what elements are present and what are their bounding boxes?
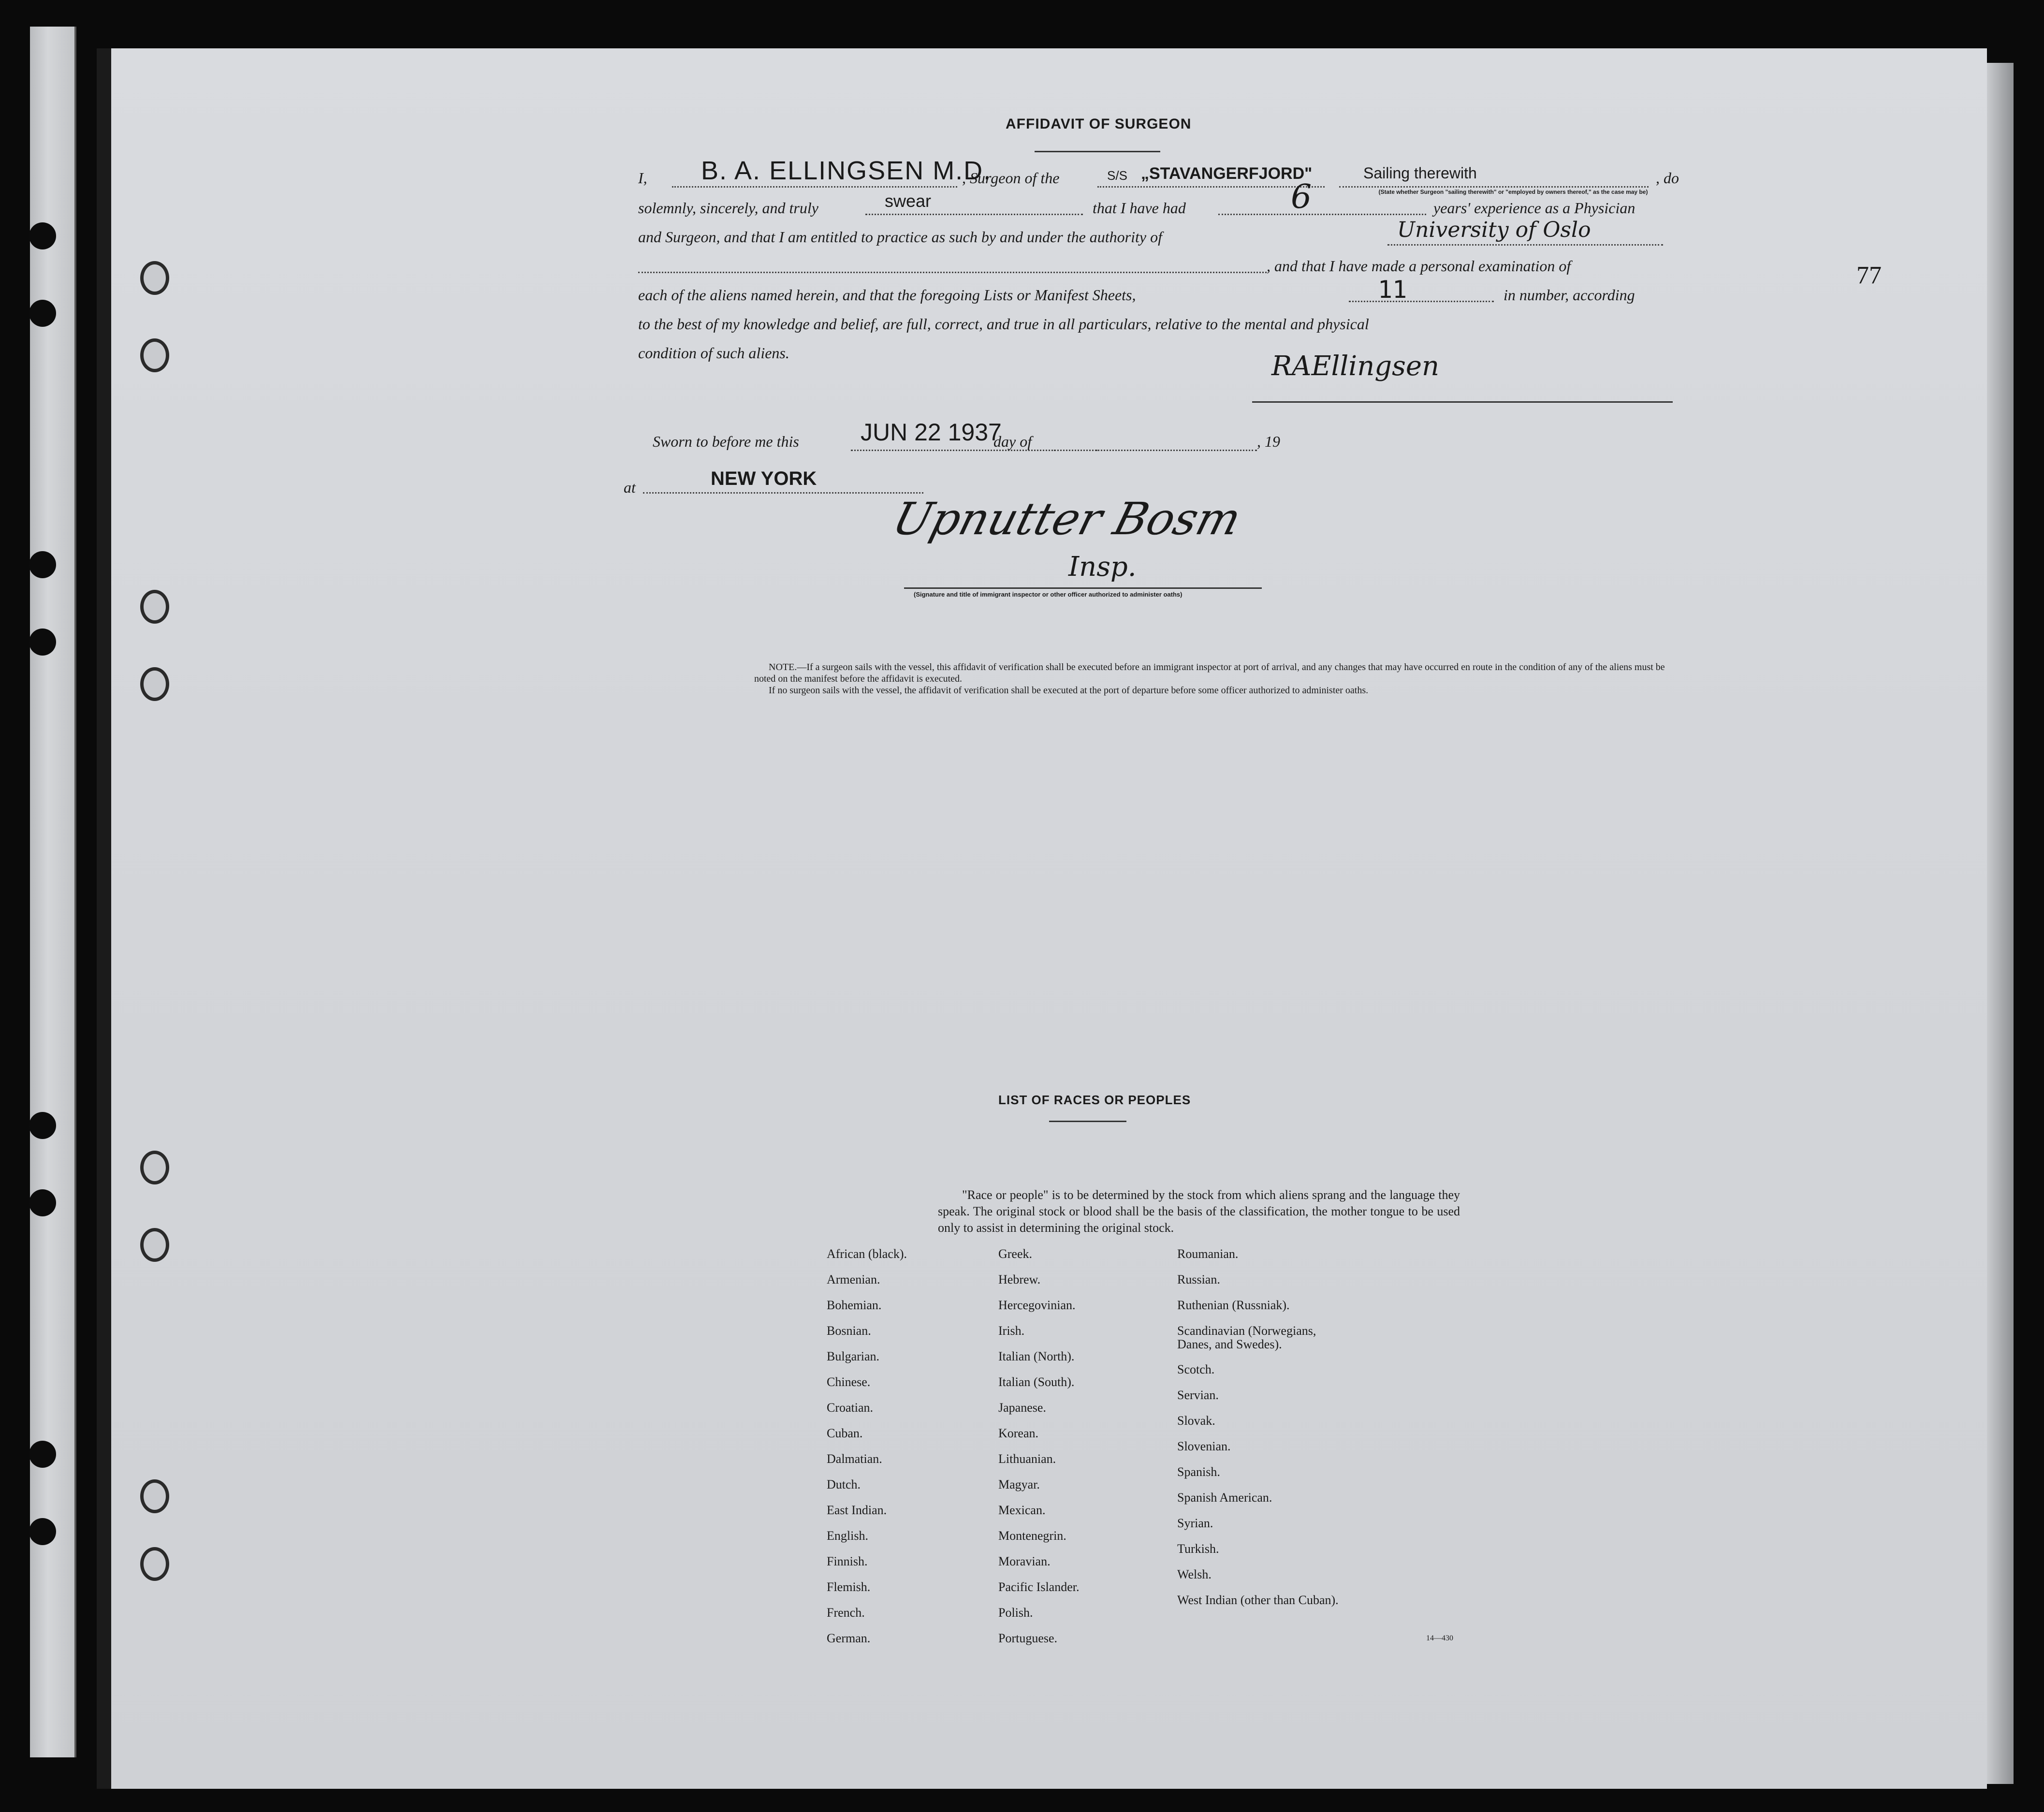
text-year-prefix: , 19 [1257,433,1280,450]
text-solemnly: solemnly, sincerely, and truly [638,199,818,217]
form-number: 14—430 [1426,1634,1453,1642]
punch-hole [29,300,56,327]
text-i: I, [638,169,647,187]
text-that-i-have-had: that I have had [1093,199,1186,217]
inspector-signature: Upnutter Bosm [887,493,1247,545]
text-manifest-sheets: each of the aliens named herein, and that the foregoing Lists or Manifest Sheets, [638,286,1136,304]
ship-name: „STAVANGERFJORD" [1141,164,1313,183]
race-item: Lithuanian. [998,1452,1056,1466]
race-item: Welsh. [1177,1567,1212,1581]
binder-ring [140,590,169,624]
races-column-2 [998,1247,1172,1657]
race-item: Spanish American. [1177,1491,1272,1505]
race-item: Turkish. [1177,1542,1219,1556]
sailing-status-line [1339,186,1649,188]
binder-ring [140,1151,169,1184]
binder-ring [140,1479,169,1513]
sailing-note: (State whether Surgeon "sailing therewith" or "employed by owners thereof," as the case may be) [1378,189,1648,195]
race-item: Flemish. [827,1580,871,1594]
race-item: French. [827,1606,865,1620]
text-at: at [624,479,636,496]
text-years-experience: years' experience as a Physician [1433,199,1635,217]
race-item: Dalmatian. [827,1452,882,1466]
surgeon-signature-line [1252,401,1673,403]
binder-shadow [97,48,111,1789]
title-rule [1035,151,1160,152]
race-item: Syrian. [1177,1516,1213,1530]
race-item: Montenegrin. [998,1529,1066,1543]
authority-line-2 [638,272,1267,273]
sheets-line [1349,301,1494,302]
note-paragraph-1: —If a surgeon sails with the vessel, this affidavit of verification shall be executed before an immigrant inspector at port of arrival, and any changes that may have occurred en route in the condition of any of the aliens must be noted on the manifest before the affidavit is executed. [754,662,1665,684]
punch-hole [29,551,56,578]
punch-hole [29,1518,56,1545]
sheets-count: 11 [1378,276,1407,304]
text-surgeon-of: , Surgeon of the [962,169,1060,187]
punch-hole [29,1441,56,1468]
binder-ring [140,1228,169,1262]
years-value: 6 [1291,178,1312,216]
races-column-3 [1177,1247,1351,1632]
text-sworn: Sworn to before me this [653,433,799,450]
years-line [1218,214,1426,215]
oath-word: swear [885,191,932,211]
race-item: Roumanian. [1177,1247,1239,1261]
races-column-1 [827,1247,1001,1657]
text-day-of-label: day of [993,433,1032,450]
affidavit-note [754,661,1673,696]
text-condition: condition of such aliens. [638,344,789,362]
text-in-number: in number, according [1504,286,1635,304]
race-item: Japanese. [998,1401,1046,1415]
race-item: Cuban. [827,1426,863,1440]
race-item: Servian. [1177,1388,1219,1402]
surgeon-signature: RAEllingsen [1271,351,1440,382]
race-item: Ruthenian (Russniak). [1177,1298,1290,1312]
race-item: African (black). [827,1247,907,1261]
affidavit-title: AFFIDAVIT OF SURGEON [1006,116,1192,132]
race-item: Korean. [998,1426,1039,1440]
authority-value: University of Oslo [1397,218,1591,242]
note-label: NOTE. [769,662,797,672]
text-knowledge: to the best of my knowledge and belief, are full, correct, and true in all particulars, relative to the mental and physical [638,315,1369,333]
inspector-note: (Signature and title of immigrant inspector or other officer authorized to administer oaths) [914,591,1183,598]
race-item: East Indian. [827,1503,887,1517]
punch-hole [29,222,56,249]
race-item: Irish. [998,1324,1025,1338]
page-number: 77 [1856,262,1882,289]
races-intro: "Race or people" is to be determined by the stock from which aliens sprang and the language they speak. The original stock or blood shall be the basis of the classification, the mother tongue to be used only to assist in determining the original stock. [938,1188,1460,1235]
race-item: Italian (South). [998,1375,1075,1389]
race-item: Scotch. [1177,1362,1215,1376]
surgeon-name: B. A. ELLINGSEN M.D. [701,156,992,185]
place-value: NEW YORK [711,468,817,489]
race-item: Bulgarian. [827,1349,880,1363]
sworn-date: JUN 22 1937 [861,419,1002,446]
binder-strip [30,27,76,1757]
binder-ring [140,1547,169,1581]
binder-ring [140,667,169,701]
race-item: German. [827,1631,871,1645]
race-item: Mexican. [998,1503,1046,1517]
inspector-signature-line [904,587,1262,589]
surgeon-name-line [672,186,957,188]
race-item: Hebrew. [998,1272,1041,1286]
race-item: Moravian. [998,1554,1051,1568]
ship-prefix: S/S [1107,168,1127,183]
page-edge [1987,63,2014,1784]
race-item: Slovak. [1177,1414,1215,1428]
race-item: Slovenian. [1177,1439,1231,1453]
race-item: Bohemian. [827,1298,882,1312]
race-item: Spanish. [1177,1465,1220,1479]
authority-line [1387,244,1663,246]
race-item: Portuguese. [998,1631,1058,1645]
text-do: , do [1656,169,1679,187]
race-item: Italian (North). [998,1349,1075,1363]
binder-ring [140,261,169,295]
race-item: Pacific Islander. [998,1580,1080,1594]
race-item: West Indian (other than Cuban). [1177,1593,1339,1607]
race-item: Russian. [1177,1272,1220,1286]
place-line [643,492,923,494]
race-item: Finnish. [827,1554,868,1568]
binder-ring [140,338,169,372]
race-item: Chinese. [827,1375,871,1389]
race-item: Hercegovinian. [998,1298,1076,1312]
punch-hole [29,1189,56,1216]
text-authority: and Surgeon, and that I am entitled to practice as such by and under the authority of [638,228,1162,246]
race-item: Magyar. [998,1477,1040,1491]
races-title-rule [1049,1121,1126,1122]
race-item: Dutch. [827,1477,861,1491]
sailing-status: Sailing therewith [1363,164,1477,182]
race-item: Armenian. [827,1272,880,1286]
race-item: Polish. [998,1606,1033,1620]
day-of-line [1054,450,1257,451]
race-item: English. [827,1529,868,1543]
oath-line [865,214,1083,215]
race-item: Bosnian. [827,1324,871,1338]
text-personal-examination: , and that I have made a personal examination of [1267,257,1571,275]
punch-hole [29,628,56,656]
punch-hole [29,1112,56,1139]
note-paragraph-2: If no surgeon sails with the vessel, the affidavit of verification shall be executed at the port of departure before some officer authorized to administer oaths. [769,685,1369,696]
race-item: Scandinavian (Norwegians, Danes, and Swedes). [1177,1324,1316,1351]
race-item: Croatian. [827,1401,874,1415]
races-title: LIST OF RACES OR PEOPLES [998,1093,1191,1107]
race-item: Greek. [998,1247,1033,1261]
inspector-title: Insp. [1068,551,1137,583]
document-page [111,48,1987,1789]
